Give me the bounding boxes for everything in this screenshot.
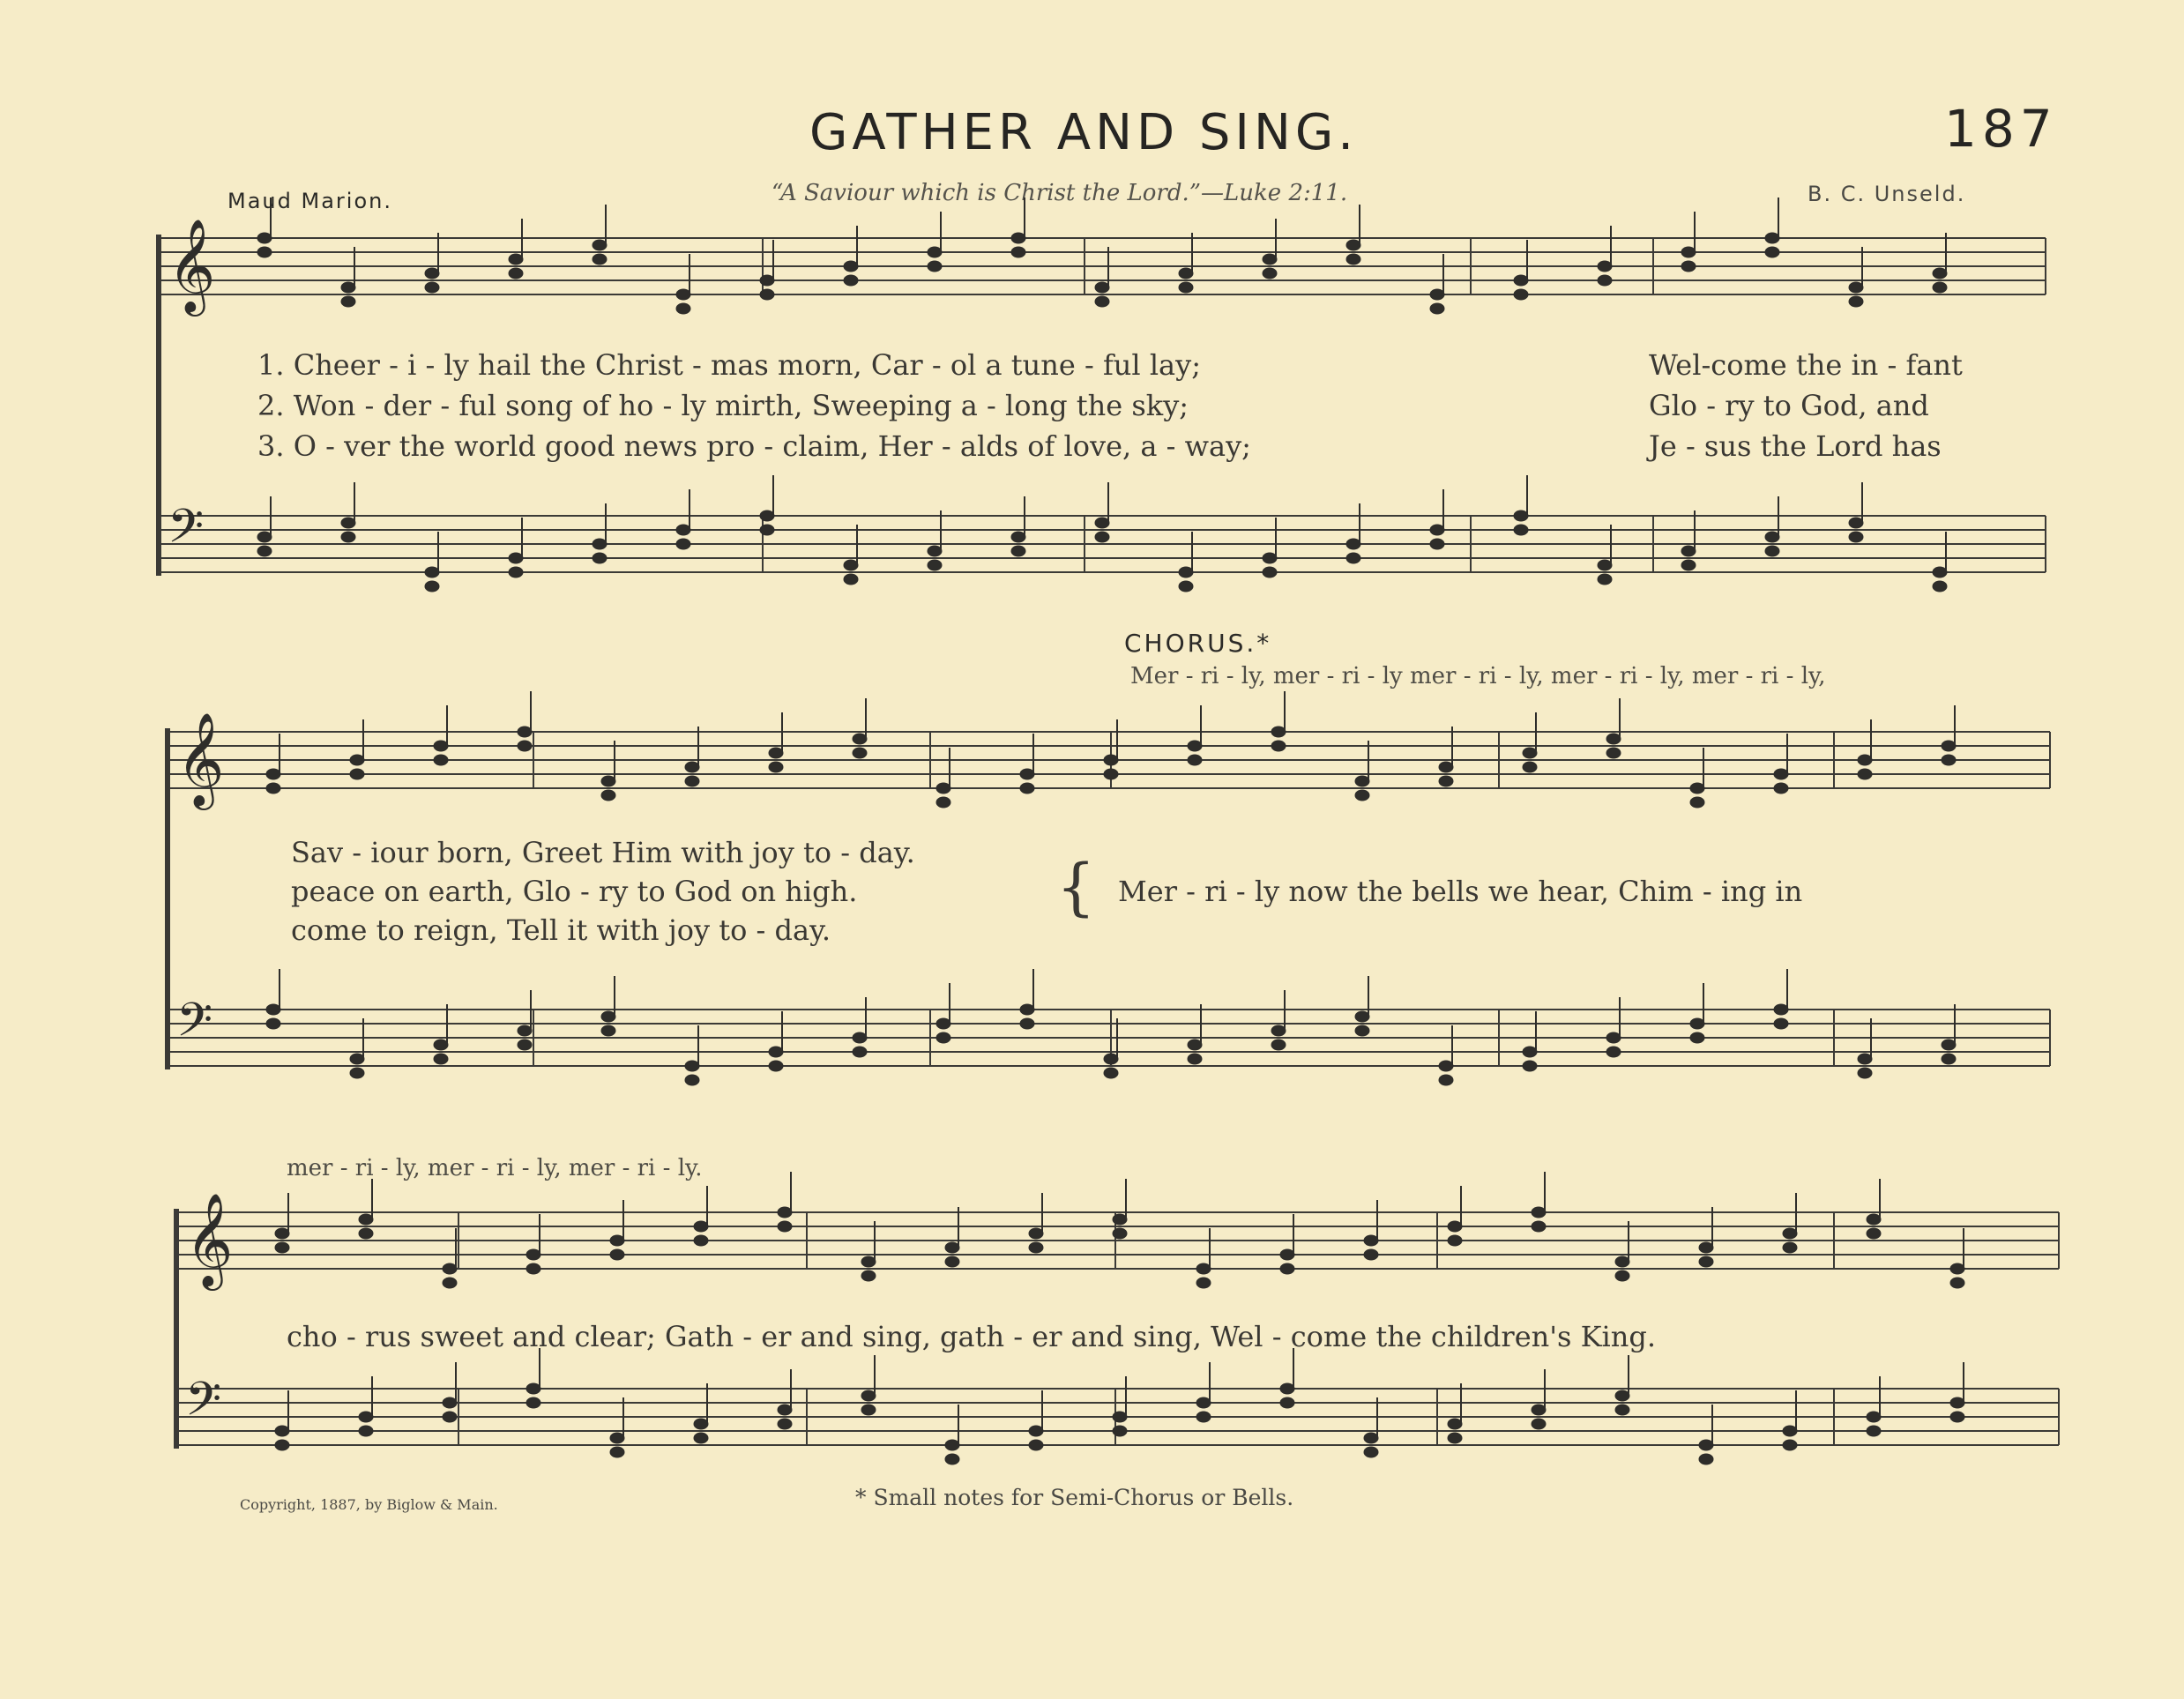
note-head <box>1690 797 1704 808</box>
note-head <box>509 254 523 265</box>
note-head <box>769 748 783 758</box>
treble-clef-icon: 𝄞 <box>168 218 216 312</box>
note-head <box>1690 783 1704 794</box>
note-head <box>1448 1235 1462 1246</box>
note-head <box>1606 734 1621 744</box>
note-head <box>593 553 607 563</box>
note-head <box>1699 1440 1713 1450</box>
note-head <box>1774 783 1788 794</box>
note-head <box>1774 1018 1788 1029</box>
note-head <box>928 560 942 570</box>
note-head <box>1681 560 1696 570</box>
note-head <box>1448 1419 1462 1429</box>
note-head <box>425 567 439 578</box>
note-head <box>1598 574 1612 585</box>
note-head <box>1765 247 1779 257</box>
verse-3-line-1: 3. O - ver the world good news pro - claim, Her - alds of love, a - way; <box>257 429 1251 463</box>
note-head <box>1690 1032 1704 1043</box>
note-head <box>853 748 867 758</box>
note-head <box>1933 282 1947 293</box>
note-head <box>945 1242 959 1253</box>
note-head <box>778 1405 792 1415</box>
copyright-notice: Copyright, 1887, by Biglow & Main. <box>240 1496 498 1513</box>
note-head <box>1020 1004 1034 1015</box>
note-head <box>769 1047 783 1057</box>
note-head <box>1615 1390 1629 1401</box>
note-head <box>928 247 942 257</box>
note-head <box>1439 1061 1453 1071</box>
note-head <box>769 762 783 772</box>
note-head <box>1104 1054 1118 1064</box>
note-head <box>266 783 280 794</box>
note-head <box>1849 518 1863 528</box>
note-head <box>1950 1278 1964 1288</box>
note-head <box>443 1263 457 1274</box>
note-head <box>1263 268 1277 279</box>
note-head <box>341 282 355 293</box>
note-head <box>610 1249 624 1260</box>
note-head <box>1439 762 1453 772</box>
page-number: 187 <box>1944 99 2058 159</box>
note-head <box>1179 282 1193 293</box>
note-head <box>350 769 364 779</box>
footnote: * Small notes for Semi-Chorus or Bells. <box>855 1485 1294 1510</box>
note-head <box>1598 560 1612 570</box>
note-head <box>760 289 774 300</box>
note-head <box>1942 741 1956 751</box>
note-head <box>601 790 615 801</box>
note-head <box>1196 1397 1211 1408</box>
note-head <box>1448 1433 1462 1443</box>
note-head <box>593 254 607 265</box>
note-head <box>694 1235 708 1246</box>
note-head <box>778 1221 792 1232</box>
verse-1-line-1: 1. Cheer - i - ly hail the Christ - mas morn, Car - ol a tune - ful lay; <box>257 348 1201 382</box>
semi-chorus-lyric-bottom: mer - ri - ly, mer - ri - ly, mer - ri - ly. <box>287 1155 703 1181</box>
note-head <box>853 1047 867 1057</box>
note-head <box>1615 1271 1629 1281</box>
note-head <box>844 261 858 272</box>
note-head <box>593 539 607 549</box>
note-head <box>1523 1061 1537 1071</box>
note-head <box>1020 1018 1034 1029</box>
note-head <box>1346 539 1360 549</box>
note-head <box>1933 567 1947 578</box>
note-head <box>1933 581 1947 592</box>
note-head <box>1430 525 1444 535</box>
note-head <box>1263 567 1277 578</box>
note-head <box>1188 741 1202 751</box>
chorus-label: CHORUS.* <box>1124 629 1272 658</box>
note-head <box>359 1214 373 1225</box>
note-head <box>1280 1383 1294 1394</box>
note-head <box>1196 1263 1211 1274</box>
note-head <box>1849 282 1863 293</box>
note-head <box>275 1228 289 1239</box>
note-head <box>1606 1032 1621 1043</box>
note-head <box>769 1061 783 1071</box>
note-head <box>936 1032 950 1043</box>
chorus-lyric-b: cho - rus sweet and clear; Gath - er and sing, gath - er and sing, Wel - come the children's King. <box>287 1320 1657 1353</box>
note-head <box>1355 790 1369 801</box>
note-head <box>257 546 272 556</box>
note-head <box>593 240 607 250</box>
note-head <box>844 574 858 585</box>
note-head <box>434 1040 448 1050</box>
note-head <box>1942 755 1956 765</box>
note-head <box>861 1390 876 1401</box>
note-head <box>526 1397 540 1408</box>
note-head <box>1104 1068 1118 1078</box>
verse-2-line-2: peace on earth, Glo - ry to God on high. <box>291 875 858 908</box>
note-head <box>610 1433 624 1443</box>
page-title: GATHER AND SING. <box>809 104 1359 161</box>
author-credit: Maud Marion. <box>227 189 392 213</box>
composer-credit: B. C. Unseld. <box>1808 182 1966 206</box>
note-head <box>1188 755 1202 765</box>
note-head <box>1514 510 1528 521</box>
note-head <box>1858 769 1872 779</box>
note-head <box>359 1412 373 1422</box>
verse-2-line-1: 2. Won - der - ful song of ho - ly mirth, Sweeping a - long the sky; <box>257 389 1189 422</box>
note-head <box>1699 1242 1713 1253</box>
note-head <box>1029 1242 1043 1253</box>
note-head <box>518 727 532 737</box>
note-head <box>1699 1454 1713 1464</box>
note-head <box>266 769 280 779</box>
note-head <box>1364 1249 1378 1260</box>
verse-3-line-2: come to reign, Tell it with joy to - day. <box>291 913 831 947</box>
note-head <box>1867 1426 1881 1436</box>
note-head <box>1113 1412 1127 1422</box>
note-head <box>1933 268 1947 279</box>
note-head <box>1271 741 1286 751</box>
bass-clef-icon: 𝄢 <box>185 1373 222 1438</box>
note-head <box>1615 1256 1629 1267</box>
note-head <box>1355 1011 1369 1022</box>
verse-1-line-1b: Wel-come the in - fant <box>1649 348 1963 382</box>
note-head <box>1095 296 1109 307</box>
note-head <box>1867 1214 1881 1225</box>
note-head <box>275 1440 289 1450</box>
note-head <box>425 581 439 592</box>
note-head <box>694 1221 708 1232</box>
note-head <box>443 1278 457 1288</box>
note-head <box>1271 1025 1286 1036</box>
note-head <box>1346 553 1360 563</box>
note-head <box>1196 1278 1211 1288</box>
note-head <box>1196 1412 1211 1422</box>
note-head <box>778 1419 792 1429</box>
note-head <box>676 525 690 535</box>
note-head <box>1011 546 1025 556</box>
note-head <box>1774 769 1788 779</box>
note-head <box>1699 1256 1713 1267</box>
note-head <box>526 1249 540 1260</box>
scripture-epigraph: “A Saviour which is Christ the Lord.”—Luke 2:11. <box>771 180 1348 206</box>
note-head <box>526 1263 540 1274</box>
note-head <box>936 783 950 794</box>
note-head <box>526 1383 540 1394</box>
verse-brace: { <box>1056 851 1096 923</box>
note-head <box>350 1068 364 1078</box>
note-head <box>1448 1221 1462 1232</box>
note-head <box>1783 1242 1797 1253</box>
note-head <box>1271 1040 1286 1050</box>
note-head <box>1113 1214 1127 1225</box>
note-head <box>676 289 690 300</box>
verse-3-line-1b: Je - sus the Lord has <box>1649 429 1942 463</box>
note-head <box>1942 1054 1956 1064</box>
note-head <box>1113 1228 1127 1239</box>
note-head <box>1280 1249 1294 1260</box>
note-head <box>1439 1075 1453 1085</box>
note-head <box>425 268 439 279</box>
note-head <box>1364 1235 1378 1246</box>
note-head <box>434 755 448 765</box>
note-head <box>1179 567 1193 578</box>
note-head <box>601 1011 615 1022</box>
note-head <box>1858 755 1872 765</box>
note-head <box>1346 240 1360 250</box>
note-head <box>760 510 774 521</box>
note-head <box>1849 296 1863 307</box>
note-head <box>1020 783 1034 794</box>
note-head <box>1950 1397 1964 1408</box>
note-head <box>1942 1040 1956 1050</box>
note-head <box>1095 532 1109 542</box>
note-head <box>1950 1412 1964 1422</box>
note-head <box>861 1405 876 1415</box>
note-head <box>341 296 355 307</box>
note-head <box>425 282 439 293</box>
verse-2-line-1b: Glo - ry to God, and <box>1649 389 1929 422</box>
note-head <box>359 1228 373 1239</box>
note-head <box>1606 748 1621 758</box>
note-head <box>1867 1412 1881 1422</box>
note-head <box>518 741 532 751</box>
note-head <box>1179 581 1193 592</box>
note-head <box>853 734 867 744</box>
note-head <box>685 776 699 786</box>
note-head <box>1783 1440 1797 1450</box>
note-head <box>1532 1207 1546 1218</box>
note-head <box>1783 1426 1797 1436</box>
note-head <box>685 1075 699 1085</box>
note-head <box>1095 518 1109 528</box>
note-head <box>1606 1047 1621 1057</box>
note-head <box>1029 1426 1043 1436</box>
note-head <box>1280 1397 1294 1408</box>
note-head <box>1188 1054 1202 1064</box>
note-head <box>1364 1433 1378 1443</box>
note-head <box>1532 1405 1546 1415</box>
note-head <box>861 1256 876 1267</box>
note-head <box>1020 769 1034 779</box>
note-head <box>257 532 272 542</box>
note-head <box>601 776 615 786</box>
note-head <box>1598 275 1612 286</box>
note-head <box>1011 532 1025 542</box>
note-head <box>1523 1047 1537 1057</box>
note-head <box>1104 755 1118 765</box>
note-head <box>341 518 355 528</box>
note-head <box>1681 546 1696 556</box>
note-head <box>1858 1054 1872 1064</box>
note-head <box>1355 776 1369 786</box>
note-head <box>1263 254 1277 265</box>
note-head <box>434 1054 448 1064</box>
note-head <box>1280 1263 1294 1274</box>
bass-clef-icon: 𝄢 <box>176 994 213 1059</box>
note-head <box>778 1207 792 1218</box>
note-head <box>928 261 942 272</box>
note-head <box>509 567 523 578</box>
semi-chorus-lyric-top: Mer - ri - ly, mer - ri - ly mer - ri - ly, mer - ri - ly, mer - ri - ly, <box>1130 663 1826 689</box>
note-head <box>1774 1004 1788 1015</box>
note-head <box>1029 1228 1043 1239</box>
note-head <box>1029 1440 1043 1450</box>
verse-1-line-2: Sav - iour born, Greet Him with joy to - day. <box>291 836 915 869</box>
note-head <box>760 275 774 286</box>
note-head <box>853 1032 867 1043</box>
note-head <box>601 1025 615 1036</box>
note-head <box>1765 546 1779 556</box>
note-head <box>676 303 690 314</box>
note-head <box>1271 727 1286 737</box>
chorus-lyric-a: Mer - ri - ly now the bells we hear, Chim - ing in <box>1118 875 1803 908</box>
note-head <box>509 268 523 279</box>
treble-clef-icon: 𝄞 <box>185 1192 234 1286</box>
note-head <box>1355 1025 1369 1036</box>
note-head <box>1783 1228 1797 1239</box>
note-head <box>257 233 272 243</box>
note-head <box>257 247 272 257</box>
note-head <box>945 1454 959 1464</box>
note-head <box>1615 1405 1629 1415</box>
note-head <box>861 1271 876 1281</box>
note-head <box>1598 261 1612 272</box>
note-head <box>844 275 858 286</box>
note-head <box>1849 532 1863 542</box>
note-head <box>518 1040 532 1050</box>
note-head <box>936 1018 950 1029</box>
note-head <box>676 539 690 549</box>
note-head <box>341 532 355 542</box>
note-head <box>685 1061 699 1071</box>
note-head <box>518 1025 532 1036</box>
note-head <box>1532 1419 1546 1429</box>
note-head <box>443 1397 457 1408</box>
note-head <box>610 1235 624 1246</box>
note-head <box>685 762 699 772</box>
note-head <box>1681 247 1696 257</box>
note-head <box>1263 553 1277 563</box>
note-head <box>443 1412 457 1422</box>
note-head <box>359 1426 373 1436</box>
note-head <box>275 1242 289 1253</box>
note-head <box>1011 233 1025 243</box>
note-head <box>1430 303 1444 314</box>
note-head <box>434 741 448 751</box>
note-head <box>1439 776 1453 786</box>
note-head <box>1514 289 1528 300</box>
note-head <box>266 1004 280 1015</box>
note-head <box>1765 532 1779 542</box>
note-head <box>1514 275 1528 286</box>
treble-clef-icon: 𝄞 <box>176 712 225 806</box>
note-head <box>760 525 774 535</box>
note-head <box>694 1419 708 1429</box>
note-head <box>1430 289 1444 300</box>
note-head <box>1867 1228 1881 1239</box>
note-head <box>350 1054 364 1064</box>
note-head <box>1430 539 1444 549</box>
note-head <box>928 546 942 556</box>
note-head <box>1950 1263 1964 1274</box>
note-head <box>1188 1040 1202 1050</box>
note-head <box>1514 525 1528 535</box>
note-head <box>1346 254 1360 265</box>
note-head <box>1104 769 1118 779</box>
note-head <box>1765 233 1779 243</box>
note-head <box>350 755 364 765</box>
note-head <box>945 1256 959 1267</box>
note-head <box>936 797 950 808</box>
note-head <box>1523 748 1537 758</box>
note-head <box>844 560 858 570</box>
note-head <box>610 1447 624 1457</box>
note-head <box>1179 268 1193 279</box>
note-head <box>1858 1068 1872 1078</box>
note-head <box>1681 261 1696 272</box>
note-head <box>275 1426 289 1436</box>
note-head <box>266 1018 280 1029</box>
note-head <box>694 1433 708 1443</box>
note-head <box>1523 762 1537 772</box>
bass-clef-icon: 𝄢 <box>168 500 205 565</box>
note-head <box>1011 247 1025 257</box>
note-head <box>1532 1221 1546 1232</box>
note-head <box>1690 1018 1704 1029</box>
note-head <box>1364 1447 1378 1457</box>
note-head <box>1095 282 1109 293</box>
note-head <box>945 1440 959 1450</box>
note-head <box>1113 1426 1127 1436</box>
note-head <box>509 553 523 563</box>
